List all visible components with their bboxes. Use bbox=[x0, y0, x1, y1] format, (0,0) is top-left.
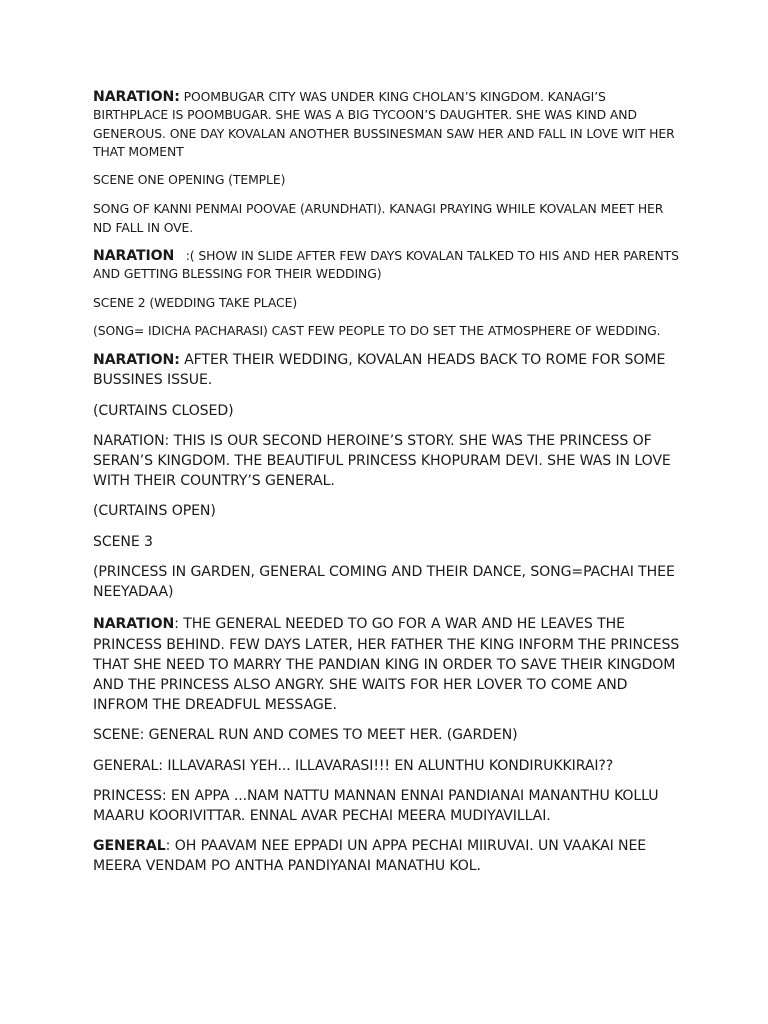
paragraph-text: GENERAL: ILLAVARASI YEH... ILLAVARASI!!! EN ALUNTHU KONDIRUKKIRAI?? bbox=[93, 757, 614, 774]
dialogue-general-1 bbox=[93, 756, 683, 776]
narration-label: NARATION bbox=[93, 248, 175, 265]
paragraph-text: (CURTAINS CLOSED) bbox=[93, 402, 234, 419]
paragraph-text: SCENE 3 bbox=[93, 533, 153, 550]
paragraph-text: (CURTAINS OPEN) bbox=[93, 503, 216, 520]
paragraph-text: NARATION: THIS IS OUR SECOND HEROINE’S STORY. SHE WAS THE PRINCESS OF SERAN’S KINGDOM. THE BEAUTIFUL PRINCESS KHOPURAM DEVI. SHE WAS IN LOVE WITH THEIR COUNTRY’S GENERAL. bbox=[93, 432, 671, 490]
narration-paragraph-5 bbox=[93, 614, 683, 715]
scene-heading-3 bbox=[93, 532, 683, 552]
paragraph-text: POOMBUGAR CITY WAS UNDER KING CHOLAN’S KINGDOM. KANAGI’S BIRTHPLACE IS POOMBUGAR. SHE WAS A BIG TYCOON’S DAUGHTER. SHE WAS KIND AND GENEROUS. ONE DAY KOVALAN ANOTHER BUSSINESMAN SAW HER AND FALL IN LOVE WIT HER THAT MOMENT bbox=[93, 89, 675, 159]
paragraph-text: :( SHOW IN SLIDE AFTER FEW DAYS KOVALAN TALKED TO HIS AND HER PARENTS AND GETTING BLESSING FOR THEIR WEDDING) bbox=[93, 248, 683, 282]
paragraph-text: SONG OF KANNI PENMAI POOVAE (ARUNDHATI). KANAGI PRAYING WHILE KOVALAN MEET HER ND FALL IN OVE. bbox=[93, 201, 664, 235]
narration-label: NARATION bbox=[93, 616, 175, 633]
paragraph-text: SCENE ONE OPENING (TEMPLE) bbox=[93, 172, 286, 188]
stage-direction-2 bbox=[93, 501, 683, 521]
song-paragraph-1 bbox=[93, 200, 683, 237]
paragraph-text: : OH PAAVAM NEE EPPADI UN APPA PECHAI MIIRUVAI. UN VAAKAI NEE MEERA VENDAM PO ANTHA PANDIYANAI MANATHU KOL. bbox=[93, 838, 647, 875]
paragraph-text: (SONG= IDICHA PACHARASI) CAST FEW PEOPLE TO DO SET THE ATMOSPHERE OF WEDDING. bbox=[93, 322, 661, 338]
paragraph-text: SCENE: GENERAL RUN AND COMES TO MEET HER. (GARDEN) bbox=[93, 727, 518, 744]
dialogue-general-2 bbox=[93, 836, 683, 876]
narration-paragraph-2 bbox=[93, 247, 683, 284]
narration-paragraph-1 bbox=[93, 88, 683, 161]
paragraph-text: (PRINCESS IN GARDEN, GENERAL COMING AND THEIR DANCE, SONG=PACHAI THEE NEEYADAA) bbox=[93, 563, 675, 601]
general-label: GENERAL bbox=[93, 838, 166, 855]
paragraph-text: : THE GENERAL NEEDED TO GO FOR A WAR AND HE LEAVES THE PRINCESS BEHIND. FEW DAYS LATER, HER FATHER THE KING INFORM THE PRINCESS THAT SHE NEED TO MARRY THE PANDIAN KING IN ORDER TO SAVE THEIR KINGDOM AND THE PRINCESS ALSO ANGRY. SHE WAITS FOR HER LOVER TO COME AND INFROM THE DREADFUL MESSAGE. bbox=[93, 616, 680, 714]
narration-paragraph-4 bbox=[93, 431, 683, 492]
narration-label: NARATION: bbox=[93, 352, 180, 369]
song-paragraph-2 bbox=[93, 322, 683, 340]
scene-heading-2 bbox=[93, 294, 683, 312]
paragraph-text: AFTER THEIR WEDDING, KOVALAN HEADS BACK TO ROME FOR SOME BUSSINES ISSUE. bbox=[93, 352, 666, 389]
narration-paragraph-3 bbox=[93, 350, 683, 390]
dialogue-princess-1 bbox=[93, 786, 683, 826]
scene-heading-1 bbox=[93, 171, 683, 189]
narration-label: NARATION: bbox=[93, 89, 180, 105]
paragraph-text: PRINCESS: EN APPA ...NAM NATTU MANNAN ENNAI PANDIANAI MANANTHU KOLLU MAARU KOORIVITTAR. ENNAL AVAR PECHAI MEERA MUDIYAVILLAI. bbox=[93, 787, 659, 824]
stage-direction-1 bbox=[93, 401, 683, 421]
scene-heading-4 bbox=[93, 725, 683, 745]
document-page bbox=[93, 88, 683, 877]
paragraph-text: SCENE 2 (WEDDING TAKE PLACE) bbox=[93, 294, 298, 310]
song-paragraph-3 bbox=[93, 562, 683, 602]
